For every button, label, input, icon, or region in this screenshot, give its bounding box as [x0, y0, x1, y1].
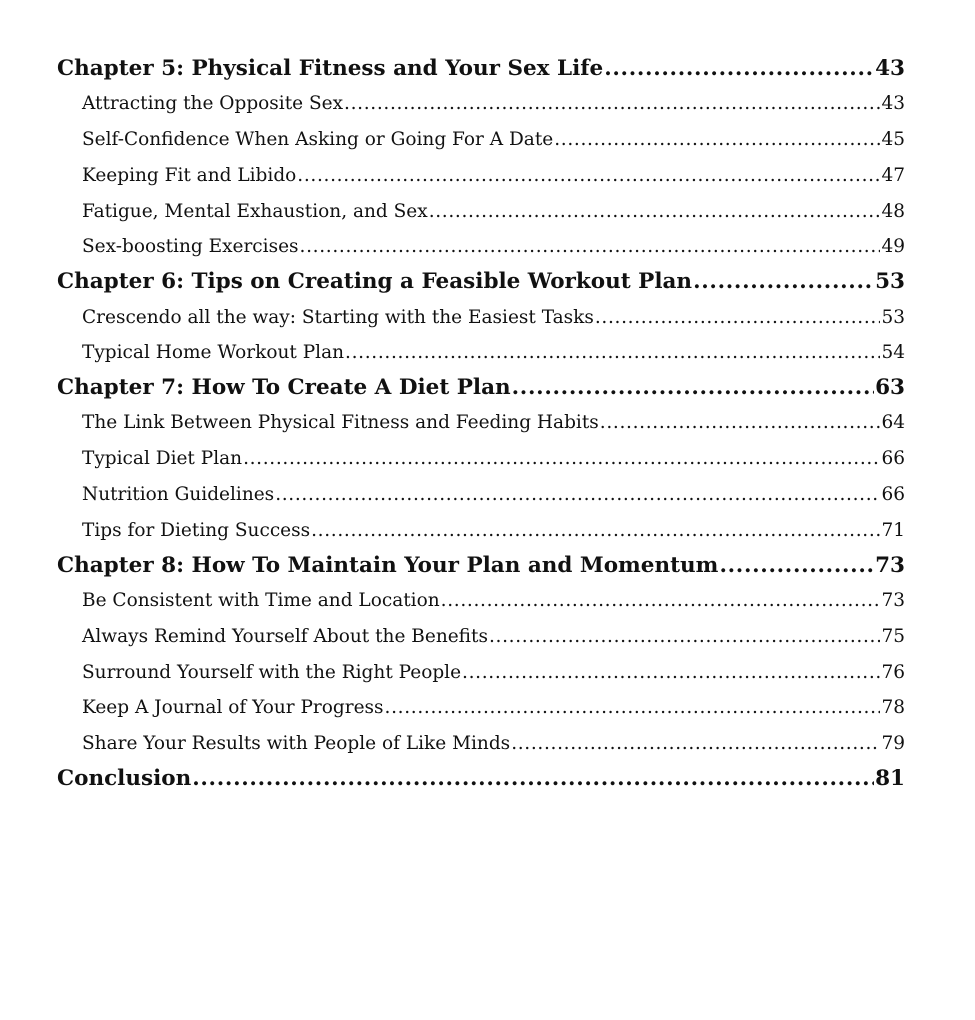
toc-section-entry[interactable] [57, 122, 905, 158]
toc-entry-title: Typical Diet Plan [82, 448, 243, 470]
toc-entry-page-number: 75 [881, 625, 905, 647]
toc-entry-page-number: 63 [875, 375, 905, 401]
toc-section-entry[interactable] [57, 655, 905, 691]
toc-section-entry[interactable] [57, 229, 905, 265]
toc-entry-title: Chapter 7: How To Create A Diet Plan [57, 375, 511, 401]
toc-entry-page-number: 79 [881, 733, 905, 755]
dot-leader [693, 265, 874, 299]
dot-leader [429, 194, 881, 230]
dot-leader [441, 583, 881, 619]
table-of-contents [57, 52, 905, 796]
toc-entry-page-number: 43 [875, 56, 905, 81]
dot-leader [511, 726, 880, 762]
toc-entry-page-number: 45 [881, 129, 905, 151]
toc-entry-title: Fatigue, Mental Exhaustion, and Sex [82, 200, 428, 222]
dot-leader [344, 86, 880, 122]
toc-entry-title: Tips for Dieting Success [82, 519, 311, 541]
toc-chapter-entry[interactable] [57, 52, 905, 86]
toc-entry-title: Crescendo all the way: Starting with the Easiest Tasks [82, 306, 594, 328]
toc-entry-page-number: 64 [881, 412, 905, 434]
toc-entry-page-number: 73 [875, 552, 905, 578]
toc-section-entry[interactable] [57, 300, 905, 336]
toc-entry-title: Keep A Journal of Your Progress [82, 697, 384, 719]
dot-leader [311, 513, 880, 549]
dot-leader [595, 300, 881, 336]
toc-entry-page-number: 73 [881, 589, 905, 611]
toc-entry-title: Chapter 8: How To Maintain Your Plan and Momentum [57, 552, 719, 578]
toc-entry-title: Nutrition Guidelines [82, 484, 275, 506]
toc-section-entry[interactable] [57, 690, 905, 726]
toc-entry-page-number: 66 [881, 484, 905, 506]
toc-section-entry[interactable] [57, 477, 905, 513]
toc-chapter-entry[interactable] [57, 371, 905, 405]
toc-entry-title: Share Your Results with People of Like Minds [82, 733, 511, 755]
dot-leader [719, 549, 874, 583]
dot-leader [192, 762, 874, 796]
dot-leader [243, 441, 880, 477]
toc-entry-page-number: 53 [881, 306, 905, 328]
toc-section-entry[interactable] [57, 335, 905, 371]
toc-section-entry[interactable] [57, 158, 905, 194]
dot-leader [462, 655, 880, 691]
toc-entry-page-number: 81 [875, 765, 905, 791]
dot-leader [600, 405, 881, 441]
toc-chapter-entry[interactable] [57, 762, 905, 796]
toc-entry-page-number: 47 [881, 164, 905, 186]
toc-chapter-entry[interactable] [57, 549, 905, 583]
toc-entry-title: Conclusion [57, 765, 192, 791]
toc-section-entry[interactable] [57, 726, 905, 762]
toc-section-entry[interactable] [57, 441, 905, 477]
dot-leader [604, 52, 874, 86]
toc-section-entry[interactable] [57, 194, 905, 230]
dot-leader [512, 371, 874, 405]
toc-entry-page-number: 78 [881, 697, 905, 719]
toc-section-entry[interactable] [57, 583, 905, 619]
toc-entry-title: Keeping Fit and Libido [82, 164, 297, 186]
toc-entry-page-number: 49 [881, 236, 905, 258]
dot-leader [489, 619, 881, 655]
dot-leader [385, 690, 881, 726]
toc-entry-title: Typical Home Workout Plan [82, 342, 345, 364]
toc-section-entry[interactable] [57, 619, 905, 655]
toc-entry-title: Chapter 5: Physical Fitness and Your Sex Life [57, 56, 604, 81]
toc-entry-title: Sex-boosting Exercises [82, 236, 299, 258]
toc-entry-title: Self-Confidence When Asking or Going For A Date [82, 129, 554, 151]
toc-entry-page-number: 71 [881, 519, 905, 541]
toc-entry-title: Be Consistent with Time and Location [82, 589, 440, 611]
dot-leader [297, 158, 880, 194]
toc-entry-title: Surround Yourself with the Right People [82, 661, 462, 683]
toc-chapter-entry[interactable] [57, 265, 905, 299]
toc-entry-title: Chapter 6: Tips on Creating a Feasible Workout Plan [57, 269, 693, 295]
toc-section-entry[interactable] [57, 405, 905, 441]
toc-section-entry[interactable] [57, 513, 905, 549]
toc-entry-title: Always Remind Yourself About the Benefits [82, 625, 488, 647]
toc-entry-page-number: 54 [881, 342, 905, 364]
toc-entry-title: The Link Between Physical Fitness and Feeding Habits [82, 412, 599, 434]
toc-section-entry[interactable] [57, 86, 905, 122]
dot-leader [300, 229, 881, 265]
toc-entry-page-number: 53 [875, 269, 905, 295]
toc-entry-page-number: 66 [881, 448, 905, 470]
toc-entry-page-number: 48 [881, 200, 905, 222]
toc-entry-title: Attracting the Opposite Sex [82, 93, 344, 115]
dot-leader [554, 122, 880, 158]
dot-leader [275, 477, 880, 513]
toc-entry-page-number: 43 [881, 93, 905, 115]
dot-leader [345, 335, 880, 371]
toc-entry-page-number: 76 [881, 661, 905, 683]
